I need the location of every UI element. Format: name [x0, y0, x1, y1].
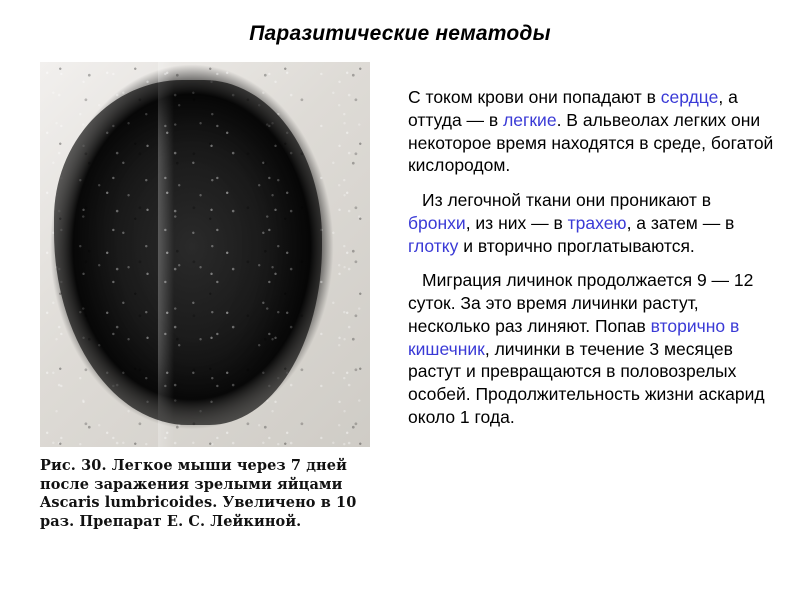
body-paragraph-3: [408, 269, 774, 428]
body-text-run: Миграция личинок продолжается 9 — 12 суток. За это время личинки растут, несколько раз линяют. Попав: [408, 270, 754, 336]
body-text-run: и вторично проглатываются.: [458, 235, 695, 256]
body-text-run: Из легочной ткани они проникают в: [422, 190, 712, 210]
figure-block: [40, 62, 370, 531]
body-text-run: С током крови они попадают в: [408, 87, 661, 107]
body-text-run: . В альвеолах легких они некоторое время находятся в среде, богатой кислородом.: [408, 109, 774, 176]
body-paragraph-1: [408, 86, 774, 177]
body-paragraph-2: [408, 189, 774, 257]
highlighted-term: глотку: [408, 235, 459, 256]
body-text-column: [408, 86, 774, 441]
highlighted-term: вторично в кишечник: [408, 315, 740, 359]
body-text-run: , из них — в: [465, 212, 568, 233]
body-text-run: , а оттуда — в: [408, 87, 738, 130]
highlighted-term: сердце: [660, 87, 719, 107]
body-text-run: , а затем — в: [626, 212, 735, 233]
body-text-run: , личинки в течение 3 месяцев растут и превращаются в половозрелых особей. Продолжительность жизни аскарид около 1 года.: [408, 338, 765, 427]
highlighted-term: легкие: [503, 109, 557, 130]
lung-micrograph-image: [40, 62, 370, 447]
image-light-band: [158, 62, 174, 447]
figure-caption: Рис. 30. Легкое мыши через 7 дней после заражения зрелыми яйцами Ascaris lumbricoides. Увеличено в 10 раз. Препарат Е. С. Лейкиной.: [40, 457, 357, 530]
highlighted-term: бронхи: [408, 212, 466, 233]
page-title: Паразитические нематоды: [249, 22, 551, 45]
highlighted-term: трахею: [567, 212, 627, 233]
